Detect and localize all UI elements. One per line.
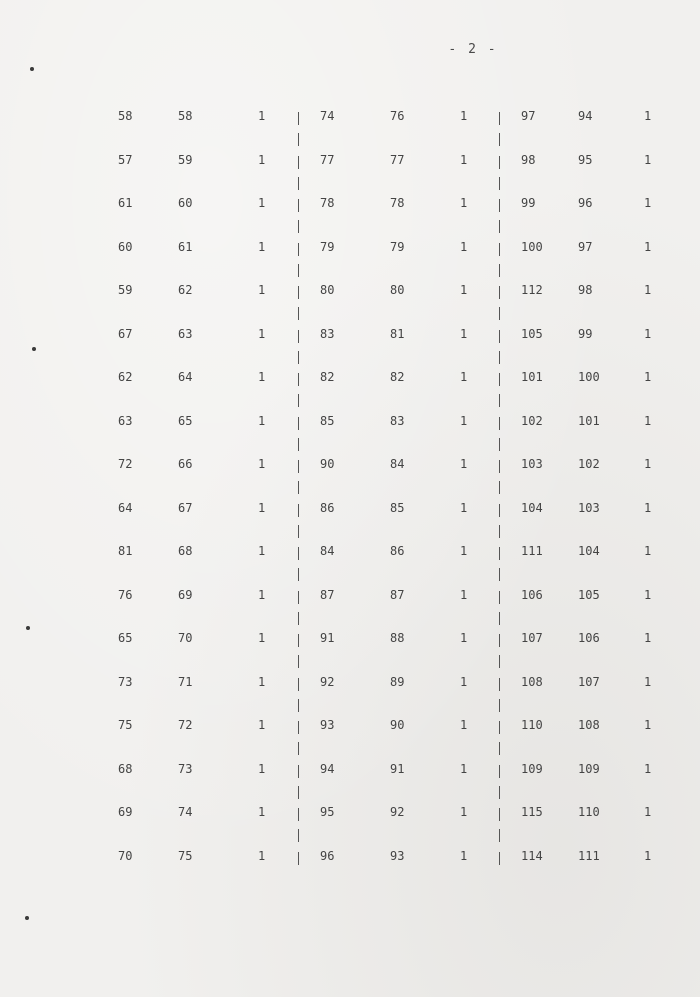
table-cell: 85 bbox=[320, 413, 335, 428]
paper-speck bbox=[25, 916, 29, 920]
table-cell: 73 bbox=[118, 674, 133, 689]
column-separator bbox=[298, 721, 299, 734]
table-cell: 65 bbox=[118, 631, 133, 645]
table-row bbox=[0, 106, 700, 126]
table-cell: 1 bbox=[460, 326, 468, 341]
table-cell: 87 bbox=[320, 587, 335, 602]
table-cell: 110 bbox=[578, 805, 600, 819]
column-separator bbox=[298, 481, 299, 494]
table-cell: 70 bbox=[118, 848, 133, 863]
table-cell: 105 bbox=[578, 587, 600, 602]
table-cell: 108 bbox=[578, 718, 600, 732]
table-cell: 72 bbox=[178, 718, 193, 732]
column-separator bbox=[298, 264, 299, 277]
table-cell: 75 bbox=[118, 718, 133, 732]
table-cell: 1 bbox=[258, 848, 266, 863]
table-cell: 95 bbox=[578, 152, 593, 167]
table-cell: 112 bbox=[521, 283, 543, 297]
column-separator bbox=[298, 504, 299, 517]
table-cell: 90 bbox=[320, 457, 335, 471]
column-separator bbox=[298, 133, 299, 146]
table-cell: 1 bbox=[258, 805, 266, 819]
table-cell: 78 bbox=[320, 196, 335, 210]
table-cell: 1 bbox=[460, 413, 468, 428]
column-separator bbox=[298, 438, 299, 451]
column-separator bbox=[499, 373, 500, 386]
table-cell: 96 bbox=[320, 848, 335, 863]
column-separator bbox=[499, 678, 500, 691]
table-cell: 91 bbox=[390, 761, 405, 776]
column-separator bbox=[499, 568, 500, 581]
table-row bbox=[0, 498, 700, 518]
column-separator bbox=[499, 742, 500, 755]
table-cell: 101 bbox=[521, 370, 543, 384]
column-separator bbox=[499, 286, 500, 299]
column-separator bbox=[499, 852, 500, 865]
table-row bbox=[0, 280, 700, 300]
column-separator bbox=[298, 199, 299, 212]
table-cell: 1 bbox=[460, 674, 468, 689]
table-cell: 78 bbox=[390, 196, 405, 210]
table-cell: 74 bbox=[178, 805, 193, 819]
table-cell: 76 bbox=[390, 109, 405, 123]
table-cell: 103 bbox=[578, 500, 600, 515]
table-row bbox=[0, 411, 700, 431]
column-separator bbox=[298, 612, 299, 625]
table-cell: 1 bbox=[258, 500, 266, 515]
table-cell: 1 bbox=[644, 239, 652, 254]
column-separator bbox=[298, 678, 299, 691]
table-cell: 1 bbox=[460, 587, 468, 602]
table-cell: 67 bbox=[118, 326, 133, 341]
table-cell: 106 bbox=[578, 631, 600, 645]
table-cell: 104 bbox=[578, 544, 600, 558]
table-cell: 86 bbox=[320, 500, 335, 515]
table-cell: 58 bbox=[118, 109, 133, 123]
column-separator bbox=[499, 829, 500, 842]
table-cell: 83 bbox=[390, 413, 405, 428]
column-separator bbox=[298, 808, 299, 821]
table-cell: 1 bbox=[644, 587, 652, 602]
column-separator bbox=[499, 112, 500, 125]
table-cell: 82 bbox=[390, 370, 405, 384]
table-cell: 1 bbox=[258, 674, 266, 689]
table-cell: 63 bbox=[178, 326, 193, 341]
table-cell: 84 bbox=[390, 457, 405, 471]
table-row bbox=[0, 367, 700, 387]
table-cell: 109 bbox=[521, 761, 543, 776]
table-cell: 1 bbox=[258, 761, 266, 776]
column-separator bbox=[298, 634, 299, 647]
table-cell: 67 bbox=[178, 500, 193, 515]
table-cell: 93 bbox=[390, 848, 405, 863]
column-separator bbox=[499, 808, 500, 821]
table-cell: 1 bbox=[644, 631, 652, 645]
table-cell: 1 bbox=[460, 457, 468, 471]
column-separator bbox=[499, 525, 500, 538]
column-separator bbox=[298, 307, 299, 320]
table-cell: 99 bbox=[521, 196, 536, 210]
table-cell: 1 bbox=[644, 109, 652, 123]
table-row bbox=[0, 193, 700, 213]
table-cell: 1 bbox=[460, 283, 468, 297]
column-separator bbox=[499, 655, 500, 668]
table-cell: 72 bbox=[118, 457, 133, 471]
table-row bbox=[0, 237, 700, 257]
table-cell: 90 bbox=[390, 718, 405, 732]
table-cell: 66 bbox=[178, 457, 193, 471]
column-separator bbox=[499, 156, 500, 169]
table-cell: 57 bbox=[118, 152, 133, 167]
table-cell: 74 bbox=[320, 109, 335, 123]
table-cell: 1 bbox=[644, 152, 652, 167]
column-separator bbox=[499, 243, 500, 256]
column-separator bbox=[298, 177, 299, 190]
table-cell: 1 bbox=[460, 109, 468, 123]
column-separator bbox=[298, 547, 299, 560]
column-separator bbox=[499, 612, 500, 625]
column-separator bbox=[298, 243, 299, 256]
column-separator bbox=[499, 330, 500, 343]
column-separator bbox=[298, 699, 299, 712]
column-separator bbox=[298, 286, 299, 299]
table-cell: 1 bbox=[258, 326, 266, 341]
table-row bbox=[0, 802, 700, 822]
table-cell: 88 bbox=[390, 631, 405, 645]
table-cell: 60 bbox=[118, 239, 133, 254]
column-separator bbox=[499, 133, 500, 146]
table-cell: 1 bbox=[258, 718, 266, 732]
table-cell: 107 bbox=[578, 674, 600, 689]
table-cell: 1 bbox=[460, 805, 468, 819]
page-number: - 2 - bbox=[448, 42, 498, 57]
table-cell: 1 bbox=[258, 109, 266, 123]
table-cell: 92 bbox=[390, 805, 405, 819]
column-separator bbox=[499, 721, 500, 734]
column-separator bbox=[499, 591, 500, 604]
table-cell: 70 bbox=[178, 631, 193, 645]
column-separator bbox=[298, 742, 299, 755]
table-cell: 1 bbox=[460, 848, 468, 863]
column-separator bbox=[499, 438, 500, 451]
table-cell: 84 bbox=[320, 544, 335, 558]
table-cell: 115 bbox=[521, 805, 543, 819]
table-cell: 64 bbox=[178, 370, 193, 384]
table-cell: 1 bbox=[644, 370, 652, 384]
table-cell: 60 bbox=[178, 196, 193, 210]
table-cell: 110 bbox=[521, 718, 543, 732]
table-row bbox=[0, 759, 700, 779]
column-separator bbox=[499, 699, 500, 712]
table-cell: 75 bbox=[178, 848, 193, 863]
table-cell: 63 bbox=[118, 413, 133, 428]
column-separator bbox=[298, 655, 299, 668]
column-separator bbox=[499, 177, 500, 190]
table-cell: 1 bbox=[644, 761, 652, 776]
table-cell: 98 bbox=[521, 152, 536, 167]
table-row bbox=[0, 628, 700, 648]
table-cell: 103 bbox=[521, 457, 543, 471]
table-cell: 111 bbox=[578, 848, 600, 863]
table-cell: 69 bbox=[118, 805, 133, 819]
column-separator bbox=[298, 373, 299, 386]
table-cell: 65 bbox=[178, 413, 193, 428]
table-cell: 1 bbox=[644, 674, 652, 689]
table-cell: 107 bbox=[521, 631, 543, 645]
table-cell: 96 bbox=[578, 196, 593, 210]
table-cell: 98 bbox=[578, 283, 593, 297]
paper-speck bbox=[30, 67, 34, 71]
table-row bbox=[0, 672, 700, 692]
table-cell: 68 bbox=[178, 544, 193, 558]
table-cell: 99 bbox=[578, 326, 593, 341]
table-cell: 1 bbox=[460, 500, 468, 515]
table-cell: 100 bbox=[521, 239, 543, 254]
table-cell: 1 bbox=[460, 544, 468, 558]
column-separator bbox=[499, 547, 500, 560]
table-cell: 114 bbox=[521, 848, 543, 863]
paper-speck bbox=[26, 626, 30, 630]
column-separator bbox=[298, 525, 299, 538]
table-cell: 76 bbox=[118, 587, 133, 602]
table-cell: 1 bbox=[460, 370, 468, 384]
table-cell: 1 bbox=[644, 718, 652, 732]
table-cell: 1 bbox=[644, 283, 652, 297]
table-cell: 105 bbox=[521, 326, 543, 341]
table-cell: 1 bbox=[460, 718, 468, 732]
table-row bbox=[0, 150, 700, 170]
column-separator bbox=[499, 481, 500, 494]
table-cell: 94 bbox=[578, 109, 593, 123]
table-cell: 71 bbox=[178, 674, 193, 689]
table-cell: 82 bbox=[320, 370, 335, 384]
table-cell: 92 bbox=[320, 674, 335, 689]
table-cell: 1 bbox=[644, 196, 652, 210]
table-cell: 94 bbox=[320, 761, 335, 776]
column-separator bbox=[298, 330, 299, 343]
column-separator bbox=[499, 634, 500, 647]
table-cell: 87 bbox=[390, 587, 405, 602]
table-cell: 1 bbox=[258, 413, 266, 428]
paper-speck bbox=[32, 347, 36, 351]
column-separator bbox=[499, 264, 500, 277]
table-cell: 102 bbox=[521, 413, 543, 428]
table-cell: 58 bbox=[178, 109, 193, 123]
column-separator bbox=[499, 765, 500, 778]
table-cell: 108 bbox=[521, 674, 543, 689]
column-separator bbox=[298, 112, 299, 125]
column-separator bbox=[499, 460, 500, 473]
table-cell: 62 bbox=[178, 283, 193, 297]
table-cell: 81 bbox=[118, 544, 133, 558]
table-cell: 1 bbox=[460, 152, 468, 167]
column-separator bbox=[298, 829, 299, 842]
table-cell: 1 bbox=[644, 848, 652, 863]
table-cell: 97 bbox=[521, 109, 536, 123]
table-cell: 1 bbox=[460, 761, 468, 776]
table-cell: 89 bbox=[390, 674, 405, 689]
table-cell: 1 bbox=[644, 500, 652, 515]
column-separator bbox=[298, 568, 299, 581]
table-row bbox=[0, 454, 700, 474]
table-row bbox=[0, 585, 700, 605]
table-cell: 79 bbox=[320, 239, 335, 254]
table-cell: 104 bbox=[521, 500, 543, 515]
table-cell: 1 bbox=[258, 152, 266, 167]
table-cell: 1 bbox=[644, 544, 652, 558]
table-cell: 1 bbox=[460, 631, 468, 645]
table-cell: 100 bbox=[578, 370, 600, 384]
table-row bbox=[0, 715, 700, 735]
table-cell: 59 bbox=[118, 283, 133, 297]
table-cell: 1 bbox=[258, 631, 266, 645]
column-separator bbox=[298, 220, 299, 233]
table-cell: 97 bbox=[578, 239, 593, 254]
table-cell: 109 bbox=[578, 761, 600, 776]
column-separator bbox=[499, 199, 500, 212]
table-cell: 59 bbox=[178, 152, 193, 167]
table-cell: 81 bbox=[390, 326, 405, 341]
table-cell: 101 bbox=[578, 413, 600, 428]
table-cell: 86 bbox=[390, 544, 405, 558]
table-cell: 68 bbox=[118, 761, 133, 776]
table-cell: 1 bbox=[644, 413, 652, 428]
table-row bbox=[0, 846, 700, 866]
column-separator bbox=[499, 351, 500, 364]
column-separator bbox=[298, 417, 299, 430]
table-cell: 77 bbox=[320, 152, 335, 167]
table-cell: 85 bbox=[390, 500, 405, 515]
table-cell: 1 bbox=[258, 283, 266, 297]
table-cell: 95 bbox=[320, 805, 335, 819]
table-cell: 62 bbox=[118, 370, 133, 384]
column-separator bbox=[298, 156, 299, 169]
column-separator bbox=[499, 394, 500, 407]
table-cell: 73 bbox=[178, 761, 193, 776]
column-separator bbox=[298, 460, 299, 473]
table-cell: 93 bbox=[320, 718, 335, 732]
column-separator bbox=[499, 220, 500, 233]
table-cell: 80 bbox=[320, 283, 335, 297]
table-cell: 83 bbox=[320, 326, 335, 341]
table-cell: 77 bbox=[390, 152, 405, 167]
column-separator bbox=[298, 351, 299, 364]
table-cell: 106 bbox=[521, 587, 543, 602]
table-cell: 64 bbox=[118, 500, 133, 515]
column-separator bbox=[298, 852, 299, 865]
table-row bbox=[0, 541, 700, 561]
table-cell: 61 bbox=[118, 196, 133, 210]
table-cell: 1 bbox=[258, 587, 266, 602]
column-separator bbox=[298, 591, 299, 604]
column-separator bbox=[499, 786, 500, 799]
table-cell: 1 bbox=[644, 326, 652, 341]
table-cell: 1 bbox=[258, 544, 266, 558]
table-cell: 80 bbox=[390, 283, 405, 297]
table-cell: 1 bbox=[460, 239, 468, 254]
table-cell: 1 bbox=[258, 196, 266, 210]
column-separator bbox=[298, 786, 299, 799]
column-separator bbox=[499, 504, 500, 517]
column-separator bbox=[298, 394, 299, 407]
table-cell: 1 bbox=[258, 370, 266, 384]
table-cell: 79 bbox=[390, 239, 405, 254]
table-cell: 102 bbox=[578, 457, 600, 471]
table-cell: 111 bbox=[521, 544, 543, 558]
table-cell: 1 bbox=[258, 239, 266, 254]
table-cell: 1 bbox=[460, 196, 468, 210]
column-separator bbox=[499, 307, 500, 320]
table-cell: 1 bbox=[258, 457, 266, 471]
table-cell: 1 bbox=[644, 805, 652, 819]
table-cell: 61 bbox=[178, 239, 193, 254]
table-cell: 1 bbox=[644, 457, 652, 471]
column-separator bbox=[499, 417, 500, 430]
table-cell: 69 bbox=[178, 587, 193, 602]
table-cell: 91 bbox=[320, 631, 335, 645]
table-row bbox=[0, 324, 700, 344]
column-separator bbox=[298, 765, 299, 778]
